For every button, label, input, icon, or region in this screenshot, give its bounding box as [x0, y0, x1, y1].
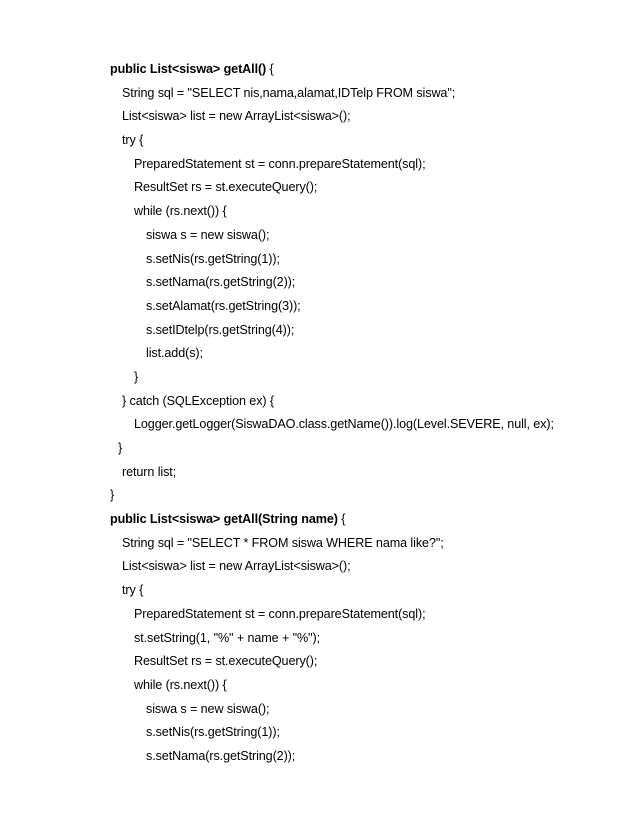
code-line: s.setNis(rs.getString(1)); [146, 251, 280, 266]
code-line: while (rs.next()) { [134, 204, 227, 219]
code-line: s.setNama(rs.getString(2)); [146, 275, 296, 290]
code-line [110, 508, 610, 532]
code-line: st.setString(1, "%" + name + "%"); [134, 630, 320, 645]
code-line: s.setIDtelp(rs.getString(4)); [146, 322, 295, 337]
code-line: } [118, 441, 123, 455]
code-line: ResultSet rs = st.executeQuery(); [134, 654, 318, 669]
code-line: return list; [122, 464, 177, 479]
code-line: siswa s = new siswa(); [146, 227, 270, 242]
method-signature: public List<siswa> getAll(String name) [110, 512, 338, 527]
method-signature: public List<siswa> getAll() [110, 62, 267, 76]
code-block [110, 58, 610, 769]
code-line: } [134, 369, 139, 384]
code-text: { [266, 62, 274, 76]
code-text: { [337, 512, 346, 527]
code-line: s.setNis(rs.getString(1)); [146, 725, 280, 740]
code-line: String sql = "SELECT nis,nama,alamat,IDTelp FROM siswa"; [122, 85, 456, 100]
code-line: try { [122, 133, 144, 148]
code-line: } catch (SQLException ex) { [122, 393, 275, 408]
code-line [110, 58, 610, 82]
code-line: siswa s = new siswa(); [146, 701, 270, 716]
code-line: PreparedStatement st = conn.prepareStatement(sql); [134, 156, 426, 171]
code-line: List<siswa> list = new ArrayList<siswa>(); [122, 559, 351, 574]
code-line: PreparedStatement st = conn.prepareStatement(sql); [134, 606, 426, 621]
code-line: } [110, 488, 115, 503]
code-line: String sql = "SELECT * FROM siswa WHERE nama like?"; [122, 535, 444, 550]
code-line: s.setAlamat(rs.getString(3)); [146, 298, 301, 313]
code-line: ResultSet rs = st.executeQuery(); [134, 180, 318, 195]
code-line: list.add(s); [146, 346, 203, 361]
code-line: Logger.getLogger(SiswaDAO.class.getName()).log(Level.SEVERE, null, ex); [134, 417, 554, 432]
code-line: while (rs.next()) { [134, 677, 227, 692]
code-line: List<siswa> list = new ArrayList<siswa>(); [122, 109, 351, 124]
code-line: s.setNama(rs.getString(2)); [146, 748, 296, 763]
code-line: try { [122, 583, 144, 598]
